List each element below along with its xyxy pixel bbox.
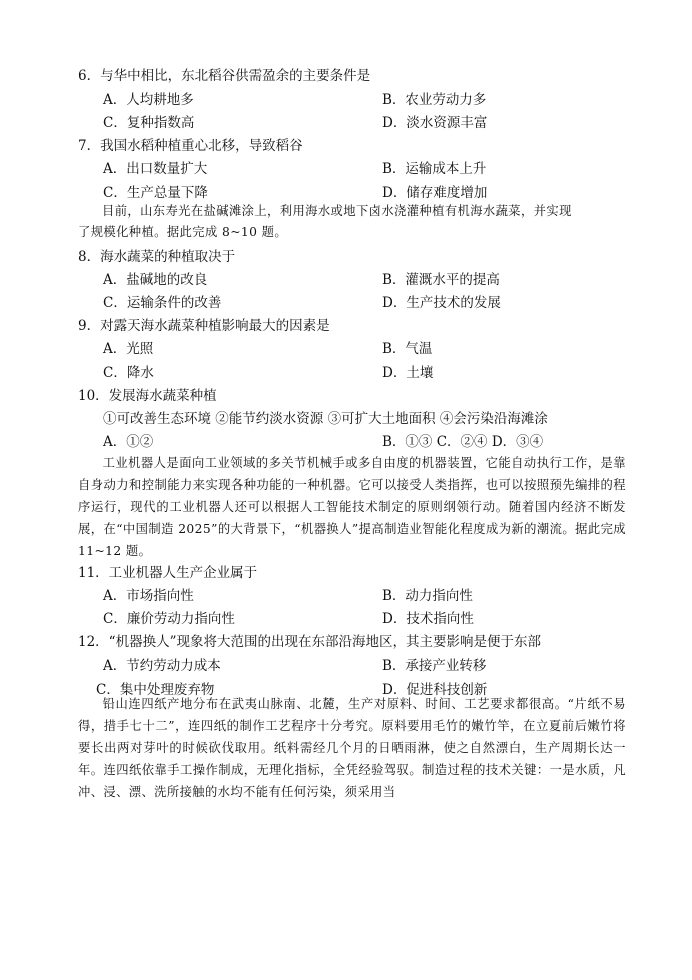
seawater-passage-line-1: 目前，山东寿光在盐碱滩涂上，利用海水或地下卤水浇灌种植有机海水蔬菜，并实现: [102, 204, 572, 218]
question-9-option-c: C．降水: [103, 365, 154, 381]
question-12-stem: 12．“机器换人”现象将大范围的出现在东部沿海地区，其主要影响是便于东部: [78, 634, 541, 650]
question-8-option-c: C．运输条件的改善: [103, 295, 222, 311]
question-7-option-a: A．出口数量扩大: [103, 161, 208, 177]
question-6-option-d: D．淡水资源丰富: [382, 115, 488, 131]
question-7-stem: 7．我国水稻种植重心北移，导致稻谷: [78, 138, 303, 154]
question-12-option-b: B．承接产业转移: [382, 658, 487, 674]
question-7-option-c: C．生产总量下降: [103, 185, 208, 201]
question-10-statements: ①可改善生态环境 ②能节约淡水资源 ③可扩大土地面积 ④会污染沿海滩涂: [103, 411, 548, 427]
question-11-option-a: A．市场指向性: [103, 588, 194, 604]
question-11-option-c: C．廉价劳动力指向性: [103, 611, 235, 627]
question-9-option-d: D．土壤: [382, 365, 434, 381]
question-9-option-b: B．气温: [382, 341, 433, 357]
question-7-option-d: D．储存难度增加: [382, 185, 488, 201]
question-11-option-b: B．动力指向性: [382, 588, 473, 604]
question-6-stem: 6．与华中相比，东北稻谷供需盈余的主要条件是: [78, 68, 371, 84]
question-8-option-b: B．灌溉水平的提高: [382, 272, 500, 288]
question-6-option-b: B．农业劳动力多: [382, 92, 487, 108]
question-12-option-a: A．节约劳动力成本: [103, 658, 221, 674]
question-8-option-d: D．生产技术的发展: [382, 295, 501, 311]
question-10-option-a: A．①②: [103, 434, 154, 450]
question-12-option-c: C．集中处理废弃物: [96, 682, 215, 698]
seawater-passage-line-2: 了规模化种植。据此完成 8~10 题。: [78, 225, 288, 239]
robot-passage: 工业机器人是面向工业领域的多关节机械手或多自由度的机器装置，它能自动执行工作，是靠自身动力和控制能力来实现各种功能的一种机器。它可以接受人类指挥，也可以按照预先编排的程序运行，现代的工业机器人还可以根据人工智能技术制定的原则纲领行动。随着国内经济不断发展，在“中国制造 2025”的大背景下，“机器换人”提高制造业智能化程度成为新的潮流。据此完成 11~12 题。: [78, 456, 626, 558]
question-6-option-c: C．复种指数高: [103, 115, 195, 131]
question-8-stem: 8．海水蔬菜的种植取决于: [78, 249, 236, 265]
question-9-option-a: A．光照: [103, 341, 154, 357]
question-6-option-a: A．人均耕地多: [103, 92, 194, 108]
question-11-option-d: D．技术指向性: [382, 611, 474, 627]
question-10-options-bcd: B．①③ C．②④ D．③④: [382, 434, 544, 450]
question-9-stem: 9．对露天海水蔬菜种植影响最大的因素是: [78, 318, 330, 334]
question-10-stem: 10．发展海水蔬菜种植: [78, 388, 217, 404]
question-7-option-b: B．运输成本上升: [382, 161, 487, 177]
paper-passage: 铅山连四纸产地分布在武夷山脉南、北麓，生产对原料、时间、工艺要求都很高。“片纸不易得，措手七十二”，连四纸的制作工艺程序十分考究。原料要用毛竹的嫩竹竿，在立夏前后嫩竹将要长出两对芽叶的时候砍伐取用。纸料需经几个月的日晒雨淋，使之自然漂白，生产周期长达一年。连四纸依靠手工操作制成，无理化指标，全凭经验驾驭。制造过程的技术关键：一是水质，凡冲、浸、漂、洗所接触的水均不能有任何污染，须采用当: [78, 697, 626, 799]
question-8-option-a: A．盐碱地的改良: [103, 272, 208, 288]
question-11-stem: 11．工业机器人生产企业属于: [78, 565, 258, 581]
question-12-option-d: D．促进科技创新: [382, 682, 488, 698]
